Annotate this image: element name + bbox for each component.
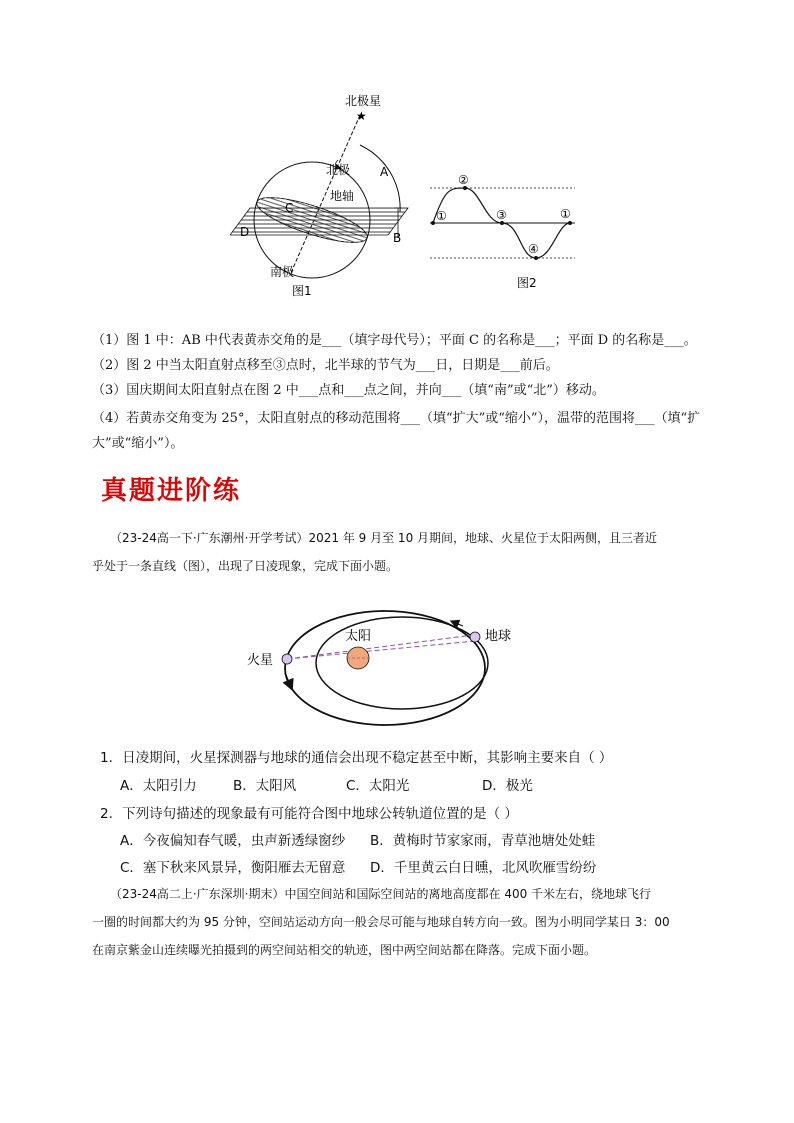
sun-label: 太阳 bbox=[345, 629, 372, 644]
axis-label: 地轴 bbox=[330, 189, 355, 203]
q2-option-d[interactable]: D．千里黄云白日曛，北风吹雁雪纷纷 bbox=[370, 860, 597, 876]
question-line-4-cont: 大”或“缩小”）。 bbox=[92, 436, 184, 451]
point-1b: ① bbox=[560, 207, 571, 221]
q2-option-a[interactable]: A．今夜偏知春气暖，虫声新透绿窗纱 bbox=[120, 833, 346, 849]
intro1-line1: （23-24高一下·广东潮州·开学考试）2021 年 9 月至 10 月期间，地球、火星位于太阳两侧，且三者近 bbox=[110, 531, 658, 545]
question-line-3: （3）国庆期间太阳直射点在图 2 中___点和___点之间，并向___（填“南”或“北”）移动。 bbox=[92, 383, 605, 398]
south-pole-label: 南极 bbox=[270, 265, 295, 279]
q1-option-b[interactable]: B．太阳风 bbox=[233, 778, 297, 794]
point-2: ② bbox=[458, 173, 469, 187]
intro2-line3: 在南京紫金山连续曝光拍摄到的两空间站相交的轨迹，图中两空间站都在降落。完成下面小题。 bbox=[92, 943, 597, 957]
point-3: ③ bbox=[496, 208, 507, 222]
earth-label: 地球 bbox=[485, 629, 512, 644]
q1-option-c[interactable]: C．太阳光 bbox=[346, 778, 410, 794]
label-d: D bbox=[240, 225, 250, 239]
q1-option-a[interactable]: A．太阳引力 bbox=[120, 778, 197, 794]
polaris-label: 北极星 bbox=[345, 94, 382, 108]
question-line-2: （2）图 2 中当太阳直射点移至③点时，北半球的节气为___日，日期是___前后。 bbox=[92, 358, 559, 373]
q2-option-b[interactable]: B．黄梅时节家家雨，青草池塘处处蛙 bbox=[370, 833, 596, 849]
q1-option-d[interactable]: D．极光 bbox=[482, 778, 533, 794]
orbit-figure bbox=[245, 598, 515, 738]
label-c: C bbox=[285, 201, 294, 215]
q1-options bbox=[120, 774, 533, 794]
fig2-caption: 图2 bbox=[517, 276, 537, 290]
earth-orbit bbox=[316, 617, 488, 709]
point-4: ④ bbox=[528, 242, 539, 256]
mars bbox=[282, 654, 292, 664]
q1-stem: 1．日凌期间，火星探测器与地球的通信会出现不稳定甚至中断，其影响主要来自（ ） bbox=[100, 750, 613, 766]
q2-options-row2 bbox=[120, 856, 596, 876]
intro1-line2: 乎处于一条直线（图），出现了日凌现象，完成下面小题。 bbox=[92, 559, 399, 573]
q2-option-c[interactable]: C．塞下秋来风景异，衡阳雁去无留意 bbox=[120, 860, 346, 876]
earth-orbit-figures bbox=[230, 90, 590, 305]
q2-options-row1 bbox=[120, 829, 595, 849]
mars-label: 火星 bbox=[247, 653, 274, 668]
north-pole-label: 北极 bbox=[326, 163, 351, 177]
earth bbox=[470, 632, 480, 642]
q2-stem: 2．下列诗句描述的现象最有可能符合图中地球公转轨道位置的是（ ） bbox=[100, 806, 518, 822]
question-line-1: （1）图 1 中：AB 中代表黄赤交角的是___（填字母代号）；平面 C 的名称是___；平面 D 的名称是___。 bbox=[92, 333, 697, 348]
intro2-line1: （23-24高二上·广东深圳·期末）中国空间站和国际空间站的离地高度都在 400 千米左右，绕地球飞行 bbox=[110, 887, 652, 901]
section-title: 真题进阶练 bbox=[101, 476, 242, 506]
intro2-line2: 一圈的时间都大约为 95 分钟，空间站运动方向一般会尽可能与地球自转方向一致。图为小明同学某日 3：00 bbox=[92, 915, 670, 929]
point-1: ① bbox=[436, 209, 447, 223]
label-b: B bbox=[393, 231, 402, 245]
fig1-caption: 图1 bbox=[292, 284, 312, 298]
star-icon: ★ bbox=[356, 109, 367, 123]
label-a: A bbox=[380, 165, 389, 179]
question-line-4: （4）若黄赤交角变为 25°，太阳直射点的移动范围将___（填“扩大”或“缩小”），温带的范围将___（填“扩 bbox=[92, 411, 701, 426]
